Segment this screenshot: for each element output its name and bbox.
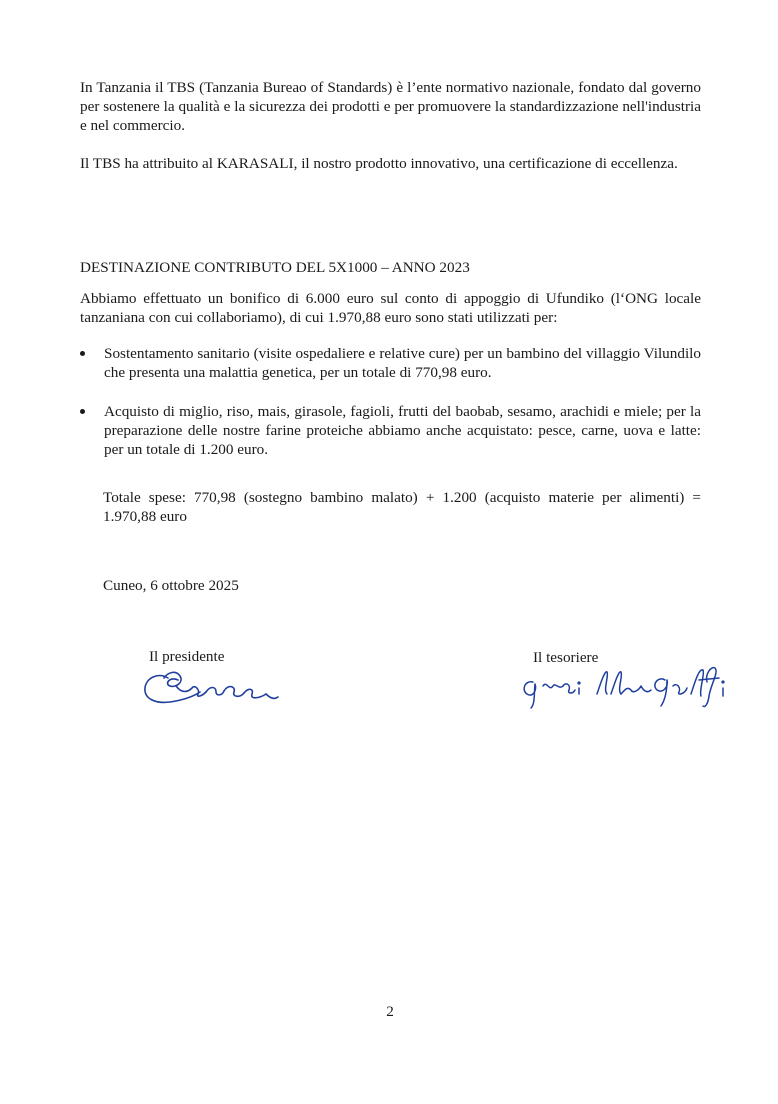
paragraph-tbs-intro: In Tanzania il TBS (Tanzania Bureao of Standards) è l’ente normativo nazionale, fondato dal governo per sostenere la qualità e la sicurezza dei prodotti e per promuovere la standardizzazione nell'industria e nel commercio. xyxy=(80,79,701,134)
bullet-icon xyxy=(80,409,85,414)
president-signature xyxy=(140,664,280,712)
list-item xyxy=(80,344,701,382)
president-label: Il presidente xyxy=(149,648,225,665)
page-number: 2 xyxy=(386,1003,394,1020)
totals-summary: Totale spese: 770,98 (sostegno bambino malato) + 1.200 (acquisto materie per alimenti) = 1.970,88 euro xyxy=(103,489,701,525)
bullet-icon xyxy=(80,351,85,356)
signature-strokes xyxy=(524,668,724,708)
place-date: Cuneo, 6 ottobre 2025 xyxy=(103,577,239,594)
expense-list xyxy=(80,344,701,459)
paragraph-tbs-certification: Il TBS ha attribuito al KARASALI, il nostro prodotto innovativo, una certificazione di eccellenza. xyxy=(80,155,678,172)
list-item xyxy=(80,402,701,459)
signature-strokes xyxy=(145,672,278,702)
treasurer-label: Il tesoriere xyxy=(533,649,599,666)
treasurer-signature xyxy=(515,660,735,710)
list-item-text: Sostentamento sanitario (visite ospedaliere e relative cure) per un bambino del villaggio Vilundilo che presenta una malattia genetica, per un totale di 770,98 euro. xyxy=(104,345,701,381)
section-heading: DESTINAZIONE CONTRIBUTO DEL 5X1000 – ANNO 2023 xyxy=(80,259,470,276)
paragraph-transfer-intro: Abbiamo effettuato un bonifico di 6.000 euro sul conto di appoggio di Ufundiko (l‘ONG locale tanzaniana con cui collaboriamo), di cui 1.970,88 euro sono stati utilizzati per: xyxy=(80,290,701,326)
list-item-text: Acquisto di miglio, riso, mais, girasole, fagioli, frutti del baobab, sesamo, arachidi e miele; per la preparazione delle nostre farine proteiche abbiamo anche acquistato: pesce, carne, uova e latte: per un totale di 1.200 euro. xyxy=(104,403,701,458)
